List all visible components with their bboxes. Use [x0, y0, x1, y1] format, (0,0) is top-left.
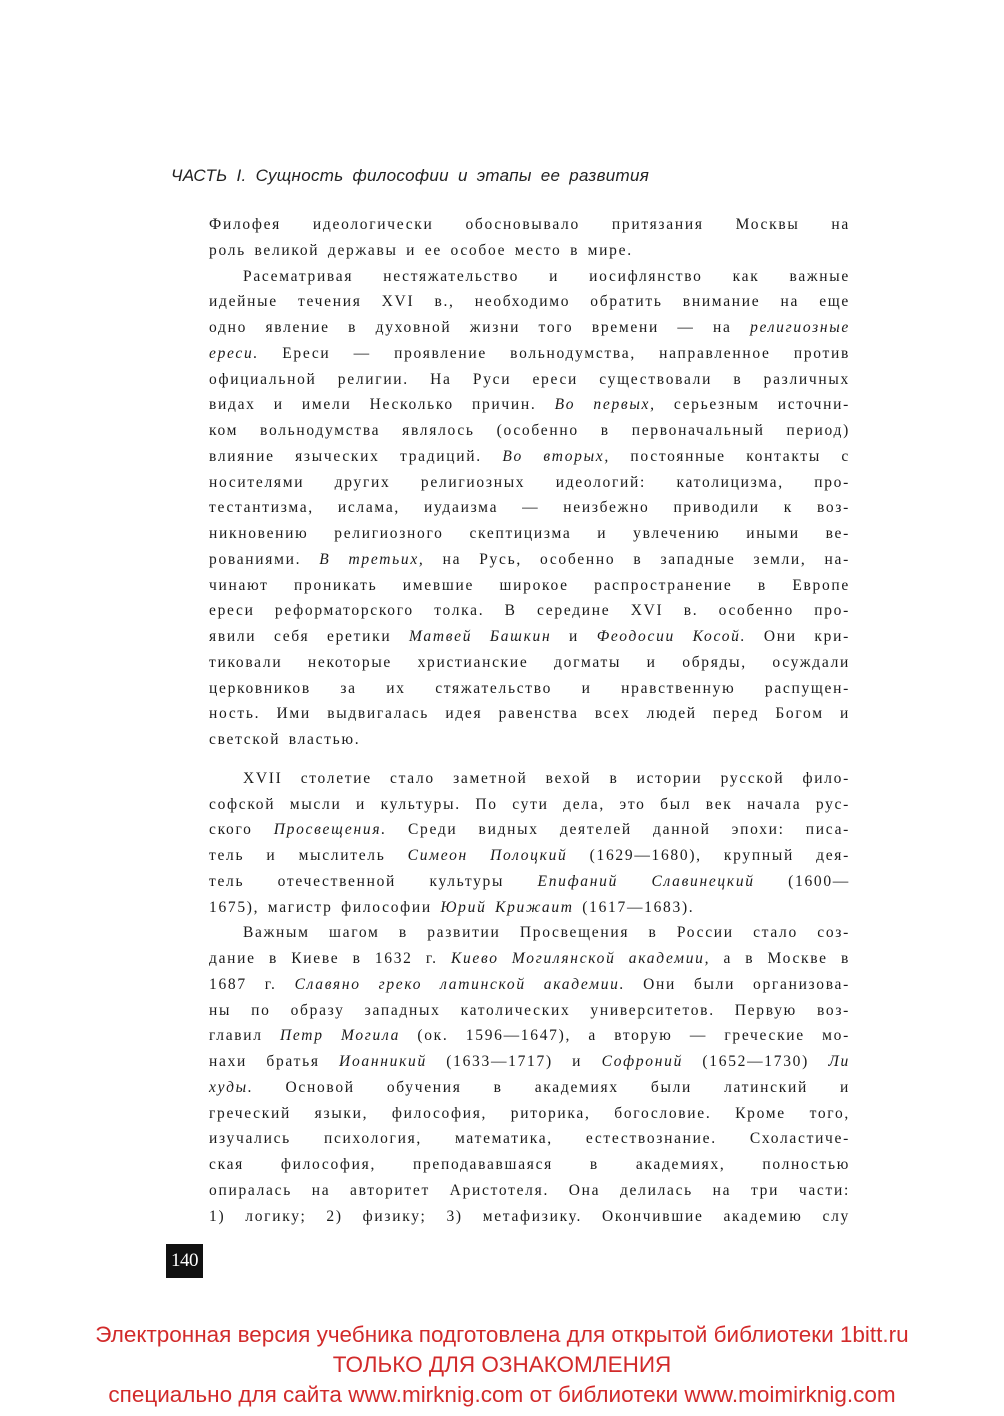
italic-text: Просвещения.	[273, 821, 387, 839]
text-line	[209, 238, 850, 264]
text-segment: 1687 г.	[209, 975, 295, 993]
text-segment: а в Москве в	[710, 950, 851, 967]
text-segment: видах и имели Несколько причин.	[209, 396, 555, 414]
text-segment: тиковали некоторые христианские догматы и обряды, осуждали	[209, 653, 850, 671]
text-segment: ская философия, преподававшаяся в академиях, полностью	[209, 1156, 850, 1173]
text-line	[209, 1023, 850, 1049]
italic-text: ереси.	[209, 344, 260, 362]
text-segment: Основой обучения в академиях были латинский и	[253, 1078, 850, 1096]
text-segment: дание в Киеве в 1632 г.	[209, 950, 451, 967]
text-segment: (1629—1680), крупный дея-	[567, 847, 850, 864]
text-segment: Среди видных деятелей данной эпохи: писа-	[386, 821, 851, 839]
text-segment: софской мысли и культуры. По сути дела, это был век начала рус-	[209, 795, 850, 813]
italic-text: Епифаний Славинецкий	[537, 872, 755, 890]
text-line	[209, 792, 850, 818]
italic-text: Матвей Башкин	[409, 628, 552, 645]
text-segment: носителями других религиозных идеологий: католицизма, про-	[209, 473, 850, 491]
italic-text: религиозные	[750, 319, 850, 336]
running-header: ЧАСТЬ I. Сущность философии и этапы ее развития	[171, 166, 650, 185]
italic-text: Славяно греко латинской академии.	[294, 975, 626, 993]
text-segment: тель и мыслитель	[209, 847, 408, 864]
text-line	[209, 766, 850, 792]
text-segment: Важным шагом в развитии Просвещения в России стало соз-	[243, 924, 850, 942]
footer-line-1: Электронная версия учебника подготовлена для открытой библиотеки 1bitt.ru	[95, 1322, 909, 1347]
text-segment: 1675), магистр философии	[209, 898, 441, 916]
italic-text: Иоанникий	[339, 1053, 427, 1070]
text-segment: светской властью.	[209, 731, 361, 748]
text-line	[209, 470, 850, 496]
text-segment: ны по образу западных католических университетов. Первую воз-	[209, 1001, 850, 1019]
text-line	[209, 547, 850, 573]
text-segment: ского	[209, 821, 274, 839]
text-line	[209, 1126, 850, 1152]
text-line	[209, 1178, 850, 1204]
text-line	[209, 676, 850, 702]
watermark-footer	[0, 1320, 1004, 1410]
text-line	[209, 1204, 850, 1230]
text-segment: влияние языческих традиций.	[209, 447, 503, 465]
body-text	[209, 212, 850, 1229]
text-segment: Они были организова-	[625, 975, 850, 993]
text-segment: (1633—1717) и	[426, 1053, 602, 1070]
text-segment: главил	[209, 1027, 281, 1045]
text-line	[209, 895, 850, 921]
italic-text: Ли	[828, 1053, 850, 1070]
text-segment: изучались психология, математика, естествознание. Схоластиче-	[209, 1130, 850, 1148]
text-line	[209, 444, 850, 470]
text-segment: (1600—	[754, 872, 851, 890]
text-segment: идейные течения XVI в., необходимо обратить внимание на еще	[209, 293, 850, 311]
italic-text: Софроний	[601, 1053, 684, 1070]
text-segment: постоянные контакты с	[609, 447, 850, 465]
text-segment: ком вольнодумства являлось (особенно в первоначальный период)	[209, 422, 850, 439]
text-line	[209, 212, 850, 238]
text-line	[209, 341, 850, 367]
text-line	[209, 650, 850, 676]
italic-text: Симеон Полоцкий	[407, 847, 568, 864]
italic-text: Петр Могила	[280, 1027, 401, 1045]
text-segment: Они кри-	[746, 628, 850, 645]
text-segment: ность. Ими выдвигалась идея равенства всех людей перед Богом и	[209, 705, 850, 723]
italic-text: худы.	[209, 1078, 254, 1096]
italic-text: Юрий Крижаит	[440, 898, 574, 916]
text-segment: (ок. 1596—1647), а вторую — греческие мо-	[400, 1027, 850, 1045]
text-segment: Филофея идеологически обосновывало притязания Москвы на	[209, 216, 850, 233]
text-line	[209, 920, 850, 946]
text-line	[209, 972, 850, 998]
italic-text: Во первых,	[554, 396, 656, 414]
page-number: 140	[166, 1244, 203, 1278]
italic-text: Феодосии Косой.	[596, 628, 747, 645]
text-segment: опиралась на авторитет Аристотеля. Она делилась на три части:	[209, 1181, 850, 1199]
text-segment: нахи братья	[209, 1053, 340, 1070]
text-line	[209, 392, 850, 418]
text-line	[209, 1152, 850, 1178]
text-line	[209, 843, 850, 869]
text-line	[209, 315, 850, 341]
text-line	[209, 1101, 850, 1127]
text-segment: Ереси — проявление вольнодумства, направленное против	[259, 344, 850, 362]
text-line	[209, 264, 850, 290]
text-line	[209, 521, 850, 547]
italic-text: В третьих,	[319, 550, 425, 568]
text-segment: и	[551, 628, 597, 645]
italic-text: Во вторых,	[502, 447, 610, 465]
text-line	[209, 727, 850, 753]
text-segment: никновению религиозного скептицизма и увлечению иными ве-	[209, 525, 850, 542]
text-line	[209, 1049, 850, 1075]
text-segment: на Русь, особенно в западные земли, на-	[424, 550, 850, 568]
text-line	[209, 418, 850, 444]
text-segment: тестантизма, ислама, иудаизма — неизбежно приводили к воз-	[209, 499, 850, 517]
footer-line-2: ТОЛЬКО ДЛЯ ОЗНАКОМЛЕНИЯ	[332, 1352, 672, 1377]
text-line	[209, 946, 850, 972]
text-segment: Расематривая нестяжательство и иосифлянство как важные	[243, 267, 850, 285]
text-line	[209, 289, 850, 315]
text-segment: роль великой державы и ее особое место в мире.	[209, 241, 633, 259]
text-segment: (1617—1683).	[573, 898, 695, 916]
text-line	[209, 1075, 850, 1101]
text-line	[209, 495, 850, 521]
text-line	[209, 598, 850, 624]
text-segment: серьезным источни-	[655, 396, 850, 414]
text-line	[209, 573, 850, 599]
text-segment: официальной религии. На Руси ереси существовали в различных	[209, 370, 850, 388]
text-line	[209, 367, 850, 393]
text-line	[209, 701, 850, 727]
text-segment: XVII столетие стало заметной вехой в истории русской фило-	[243, 769, 850, 787]
text-line	[209, 624, 850, 650]
text-segment: греческий языки, философия, риторика, богословие. Кроме того,	[209, 1104, 850, 1122]
italic-text: Киево Могилянской академии,	[450, 950, 711, 967]
text-line	[209, 998, 850, 1024]
text-line	[209, 817, 850, 843]
text-segment: (1652—1730)	[683, 1053, 829, 1070]
text-segment: явили себя еретики	[209, 628, 409, 645]
text-line	[209, 869, 850, 895]
text-segment: одно явление в духовной жизни того времени — на	[209, 319, 751, 336]
text-segment: чинают проникать имевшие широкое распространение в Европе	[209, 576, 850, 594]
text-segment: рованиями.	[209, 550, 320, 568]
text-segment: тель отечественной культуры	[209, 872, 538, 890]
text-segment: 1) логику; 2) физику; 3) метафизику. Окончившие академию слу	[209, 1207, 850, 1225]
text-segment: церковников за их стяжательство и нравственную распущен-	[209, 679, 850, 697]
footer-line-3: специально для сайта www.mirknig.com от библиотеки www.moimirknig.com	[108, 1382, 896, 1407]
text-segment: ереси реформаторского толка. В середине XVI в. особенно про-	[209, 602, 850, 620]
